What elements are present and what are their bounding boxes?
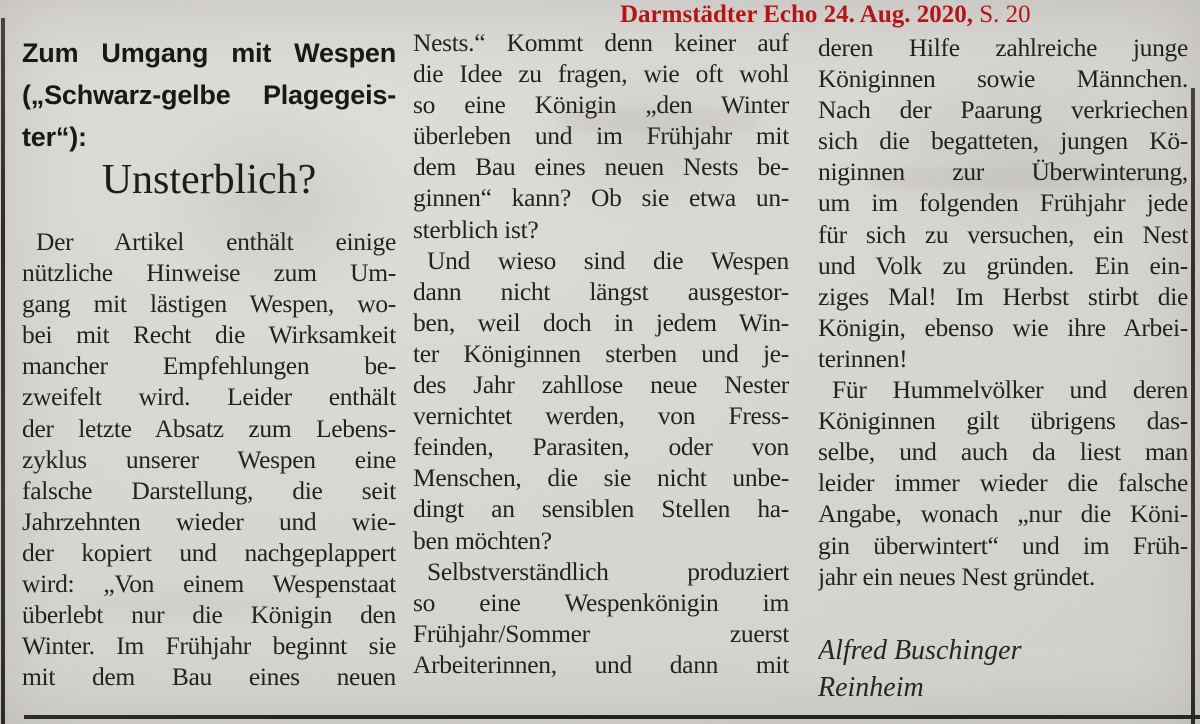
paragraph <box>818 32 1188 374</box>
scan-edge-line-left <box>1 18 5 724</box>
paragraph <box>22 226 396 692</box>
text-line: für sich zu versuchen, ein Nest <box>818 219 1188 249</box>
text-line: Nach der Paarung verkriechen <box>818 95 1188 125</box>
text-line: nützliche Hinweise zum Um- <box>22 258 396 288</box>
text-line: der letzte Absatz zum Lebens- <box>22 413 396 443</box>
text-line: Für Hummelvölker und deren <box>832 375 1188 405</box>
text-line: dem Bau eines neuen Nests be- <box>413 152 789 182</box>
text-line: der kopiert und nachgeplappert <box>22 537 396 567</box>
text-line: überleben und im Frühjahr mit <box>413 121 789 151</box>
text-line: Frühjahr/Sommer zuerst <box>413 618 789 648</box>
paragraph <box>413 556 789 680</box>
text-line: Nests.“ Kommt denn keiner auf <box>413 28 789 57</box>
text-line: Winter. Im Frühjahr beginnt sie <box>22 631 396 661</box>
text-line: Zum Umgang mit Wespen <box>22 38 396 68</box>
text-line: sich die begatteten, jungen Kö- <box>818 126 1188 156</box>
text-line: Königinnen gilt übrigens das- <box>818 406 1188 436</box>
text-line: ter Königinnen sterben und je- <box>413 338 789 368</box>
paragraph <box>413 27 789 245</box>
text-line: ginnen“ kann? Ob sie etwa un- <box>413 183 789 213</box>
scan-edge-line-right <box>1191 88 1195 724</box>
text-line: ben, weil doch in jedem Win- <box>413 307 789 337</box>
text-line: wird: „Von einem Wespenstaat <box>22 569 396 599</box>
text-line: so eine Wespenkönigin im <box>413 587 789 617</box>
text-line: des Jahr zahllose neue Nester <box>413 370 789 400</box>
article-column-2 <box>413 27 789 680</box>
text-line: Königinnen sowie Männchen. <box>818 64 1188 94</box>
text-line: Königin, ebenso wie ihre Arbei- <box>818 312 1188 342</box>
text-line: deren Hilfe zahlreiche junge <box>818 33 1188 62</box>
text-line: leider immer wieder die falsche <box>818 468 1188 498</box>
author-signature <box>818 632 1188 706</box>
text-line: Und wieso sind die Wespen <box>427 245 789 275</box>
text-line: dingt an sensiblen Stellen ha- <box>413 494 789 524</box>
text-line: falsche Darstellung, die seit <box>22 475 396 505</box>
source-caption-bold: Darmstädter Echo 24. Aug. 2020, <box>620 1 974 28</box>
text-line: bei mit Recht die Wirksamkeit <box>22 320 396 350</box>
text-line: jahr ein neues Nest gründet. <box>818 561 1095 591</box>
text-line: ziges Mal! Im Herbst stirbt die <box>818 281 1188 311</box>
text-line: mancher Empfehlungen be- <box>22 351 396 381</box>
text-line: so eine Königin „den Winter <box>413 90 789 120</box>
text-line: vernichtet werden, von Fress- <box>413 401 789 431</box>
text-line: Angabe, wonach „nur die Köni- <box>818 499 1188 529</box>
bottom-rule-line <box>24 715 1200 719</box>
text-line: um im folgenden Frühjahr jede <box>818 188 1188 218</box>
text-line: Jahrzehnten wieder und wie- <box>22 506 396 536</box>
text-line: überlebt nur die Königin den <box>22 600 396 630</box>
text-line: Alfred Buschinger <box>818 635 1022 666</box>
text-line: („Schwarz-gelbe Plagegeis- <box>22 80 396 110</box>
text-line: die Idee zu fragen, wie oft wohl <box>413 59 789 89</box>
source-caption <box>620 1 1180 28</box>
article-column-3 <box>818 32 1188 592</box>
text-line: zyklus unserer Wespen eine <box>22 444 396 474</box>
article-headline: Unsterblich? <box>101 157 317 203</box>
text-line: selbe, und auch da liest man <box>818 437 1188 467</box>
text-line: Der Artikel enthält einige <box>36 227 396 256</box>
paragraph <box>818 374 1188 592</box>
text-line: gang mit lästigen Wespen, wo- <box>22 289 396 319</box>
text-line: gin überwintert“ und im Früh- <box>818 530 1188 560</box>
text-line: ben möchten? <box>413 525 552 555</box>
text-line: mit dem Bau eines neuen <box>22 662 396 692</box>
text-line: dann nicht längst ausgestor- <box>413 276 789 306</box>
text-line: Selbstverständlich produziert <box>427 556 789 586</box>
text-line: zweifelt wird. Leider enthält <box>22 382 396 412</box>
text-line: sterblich ist? <box>413 214 539 244</box>
text-line: ter“): <box>22 122 87 152</box>
text-line: niginnen zur Überwinterung, <box>818 157 1188 187</box>
text-line: Arbeiterinnen, und dann mit <box>413 649 789 679</box>
article-kicker <box>22 32 396 158</box>
text-line: Menschen, die sie nicht unbe- <box>413 463 789 493</box>
text-line: terinnen! <box>818 343 908 373</box>
text-line: Reinheim <box>818 672 924 703</box>
article-column-1 <box>22 226 396 692</box>
paragraph <box>413 245 789 556</box>
text-line: und Volk zu gründen. Ein ein- <box>818 250 1188 280</box>
text-line: feinden, Parasiten, oder von <box>413 432 789 462</box>
source-caption-page: S. 20 <box>973 1 1031 28</box>
